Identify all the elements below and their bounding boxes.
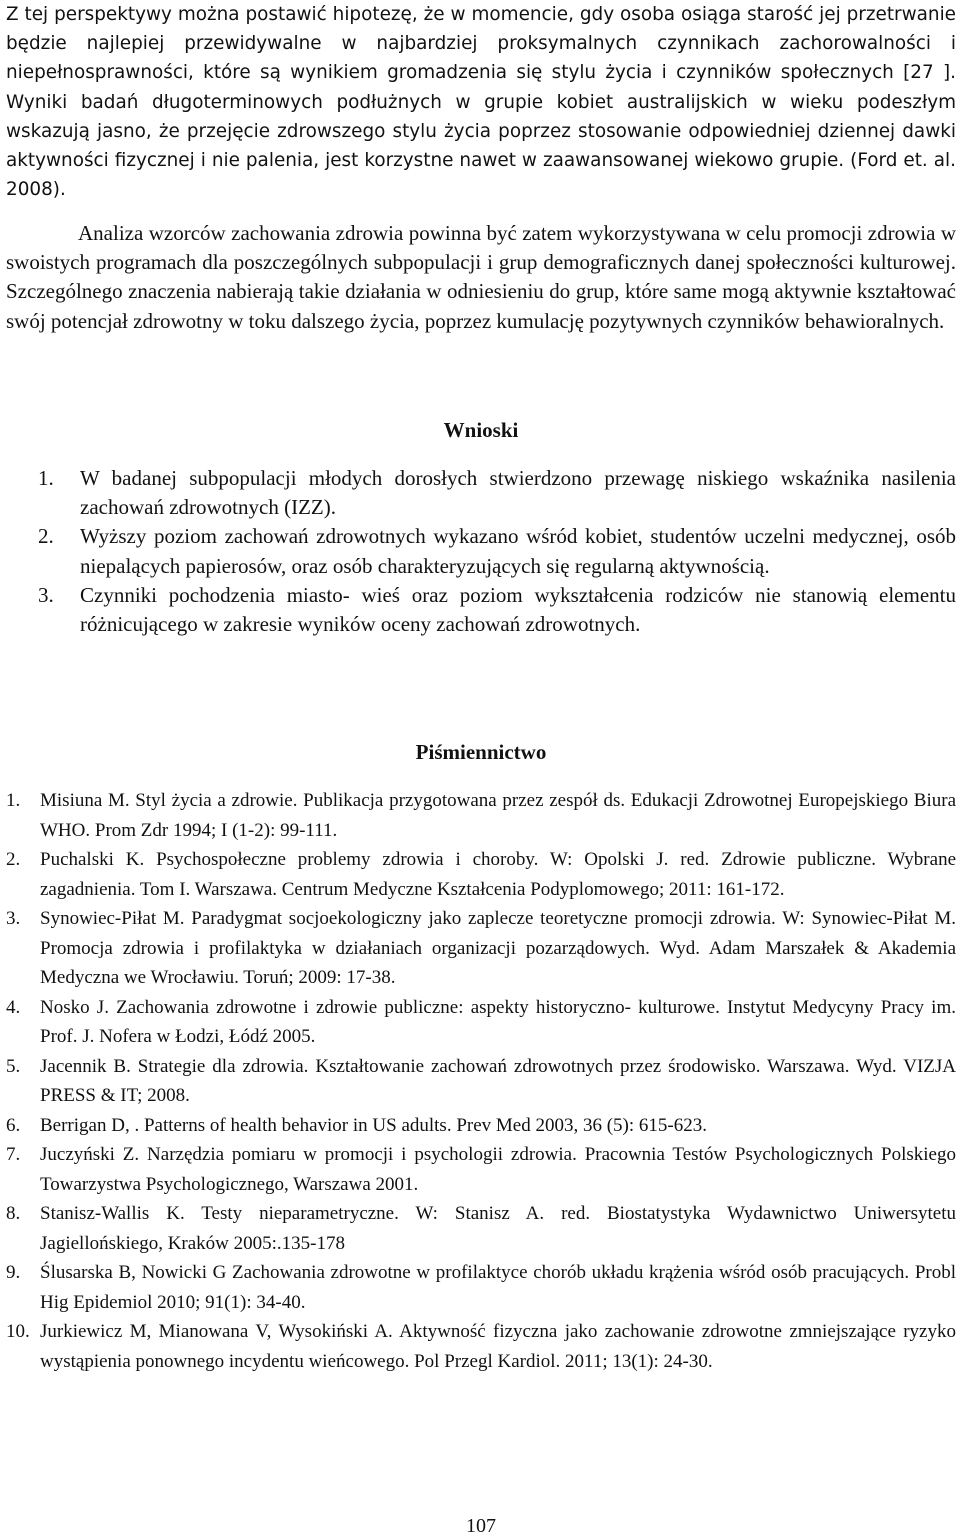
conclusion-number: 2. — [38, 524, 54, 549]
reference-text: Synowiec-Piłat M. Paradygmat socjoekologiczny jako zaplecze teoretyczne promocji zdrowia. W: Synowiec-Piłat M. Promocja zdrowia i profilaktyka w działaniach organizacji pozarządowych. Wyd. Adam Marszałek & Akademia Medyczna we Wrocławiu. Toruń; 2009: 17-38. — [40, 908, 956, 988]
reference-number: 10. — [6, 1321, 30, 1342]
reference-item — [6, 1199, 956, 1258]
references-heading-text: Piśmiennictwo — [415, 740, 547, 764]
conclusion-item — [6, 464, 956, 522]
reference-item — [6, 1111, 956, 1141]
reference-text: Jurkiewicz M, Mianowana V, Wysokiński A. Aktywność fizyczna jako zachowanie zdrowotne zmniejszające ryzyko wystąpienia ponownego incydentu wieńcowego. Pol Przegl Kardiol. 2011; 13(1): 24-30. — [40, 1321, 956, 1372]
reference-number: 8. — [6, 1203, 21, 1224]
reference-number: 3. — [6, 908, 21, 929]
references-list — [6, 786, 956, 1376]
reference-item — [6, 1140, 956, 1199]
reference-number: 7. — [6, 1144, 21, 1165]
paragraph-analysis-text: Analiza wzorców zachowania zdrowia powinna być zatem wykorzystywana w celu promocji zdrowia w swoistych programach dla poszczególnych subpopulacji i grup demograficznych danej społeczności kulturowej. Szczególnego znaczenia nabierają takie działania w odniesieniu do grup, które same mogą aktywnie kształtować swój potencjał zdrowotny w toku dalszego życia, poprzez kumulację pozytywnych czynników behawioralnych. — [6, 221, 956, 333]
reference-number: 4. — [6, 996, 21, 1018]
reference-number: 2. — [6, 849, 21, 870]
document-page — [6, 0, 956, 1537]
conclusion-number: 1. — [38, 466, 54, 490]
reference-number: 6. — [6, 1114, 21, 1136]
conclusion-item — [6, 581, 956, 639]
reference-item — [6, 786, 956, 845]
reference-number: 5. — [6, 1055, 21, 1077]
reference-item — [6, 904, 956, 993]
reference-text: Berrigan D, . Patterns of health behavior in US adults. Prev Med 2003, 36 (5): 615-623. — [40, 1114, 707, 1136]
reference-item — [6, 1317, 956, 1376]
paragraph-analysis — [6, 219, 956, 336]
reference-item — [6, 845, 956, 904]
paragraph-hypothesis — [6, 0, 956, 204]
conclusion-number: 3. — [38, 582, 54, 607]
page-number: 107 — [466, 1515, 496, 1537]
reference-text: Ślusarska B, Nowicki G Zachowania zdrowotne w profilaktyce chorób układu krążenia wśród osób pracujących. Probl Hig Epidemiol 2010; 91(1): 34-40. — [40, 1262, 956, 1313]
reference-item — [6, 993, 956, 1052]
conclusions-heading — [6, 416, 956, 445]
conclusion-text: W badanej subpopulacji młodych dorosłych stwierdzono przewagę niskiego wskaźnika nasilenia zachowań zdrowotnych (IZZ). — [80, 466, 956, 520]
reference-text: Nosko J. Zachowania zdrowotne i zdrowie publiczne: aspekty historyczno- kulturowe. Instytut Medycyny Pracy im. Prof. J. Nofera w Łodzi, Łódź 2005. — [40, 996, 956, 1047]
conclusion-text: Wyższy poziom zachowań zdrowotnych wykazano wśród kobiet, studentów uczelni medycznej, osób niepalących papierosów, oraz osób charakteryzujących się regularną aktywnością. — [80, 524, 956, 578]
references-heading — [6, 738, 956, 767]
reference-number: 9. — [6, 1262, 21, 1283]
conclusion-text: Czynniki pochodzenia miasto- wieś oraz poziom wykształcenia rodziców nie stanowią elementu różnicującego w zakresie wyników oceny zachowań zdrowotnych. — [80, 582, 956, 637]
conclusions-list — [6, 464, 956, 639]
reference-number: 1. — [6, 790, 21, 811]
reference-item — [6, 1052, 956, 1111]
reference-text: Juczyński Z. Narzędzia pomiaru w promocji i psychologii zdrowia. Pracownia Testów Psychologicznych Polskiego Towarzystwa Psychologicznego, Warszawa 2001. — [40, 1144, 956, 1195]
paragraph-hypothesis-text: Z tej perspektywy można postawić hipotezę, że w momencie, gdy osoba osiąga starość jej przetrwanie będzie najlepiej przewidywalne w najbardziej proksymalnych czynnikach zachorowalności i niepełnosprawności, które są wynikiem gromadzenia się stylu życia i czynników społecznych [27 ]. Wyniki badań długoterminowych podłużnych w grupie kobiet australijskich w wieku podeszłym wskazują jasno, że przejęcie zdrowszego stylu życia poprzez stosowanie odpowiedniej dziennej dawki aktywności fizycznej i nie palenia, jest korzystne nawet w zaawansowanej wiekowo grupie. (Ford et. al. 2008). — [6, 4, 956, 201]
reference-text: Stanisz-Wallis K. Testy nieparametryczne. W: Stanisz A. red. Biostatystyka Wydawnictwo Uniwersytetu Jagiellońskiego, Kraków 2005:.135-178 — [40, 1203, 956, 1254]
reference-item — [6, 1258, 956, 1317]
reference-text: Puchalski K. Psychospołeczne problemy zdrowia i choroby. W: Opolski J. red. Zdrowie publiczne. Wybrane zagadnienia. Tom I. Warszawa. Centrum Medyczne Kształcenia Podyplomowego; 2011: 161-172. — [40, 849, 956, 900]
conclusion-item — [6, 522, 956, 580]
reference-text: Jacennik B. Strategie dla zdrowia. Kształtowanie zachowań zdrowotnych przez środowisko. Warszawa. Wyd. VIZJA PRESS & IT; 2008. — [40, 1055, 956, 1106]
reference-text: Misiuna M. Styl życia a zdrowie. Publikacja przygotowana przez zespół ds. Edukacji Zdrowotnej Europejskiego Biura WHO. Prom Zdr 1994; I (1-2): 99-111. — [40, 790, 956, 841]
conclusions-heading-text: Wnioski — [443, 418, 519, 442]
